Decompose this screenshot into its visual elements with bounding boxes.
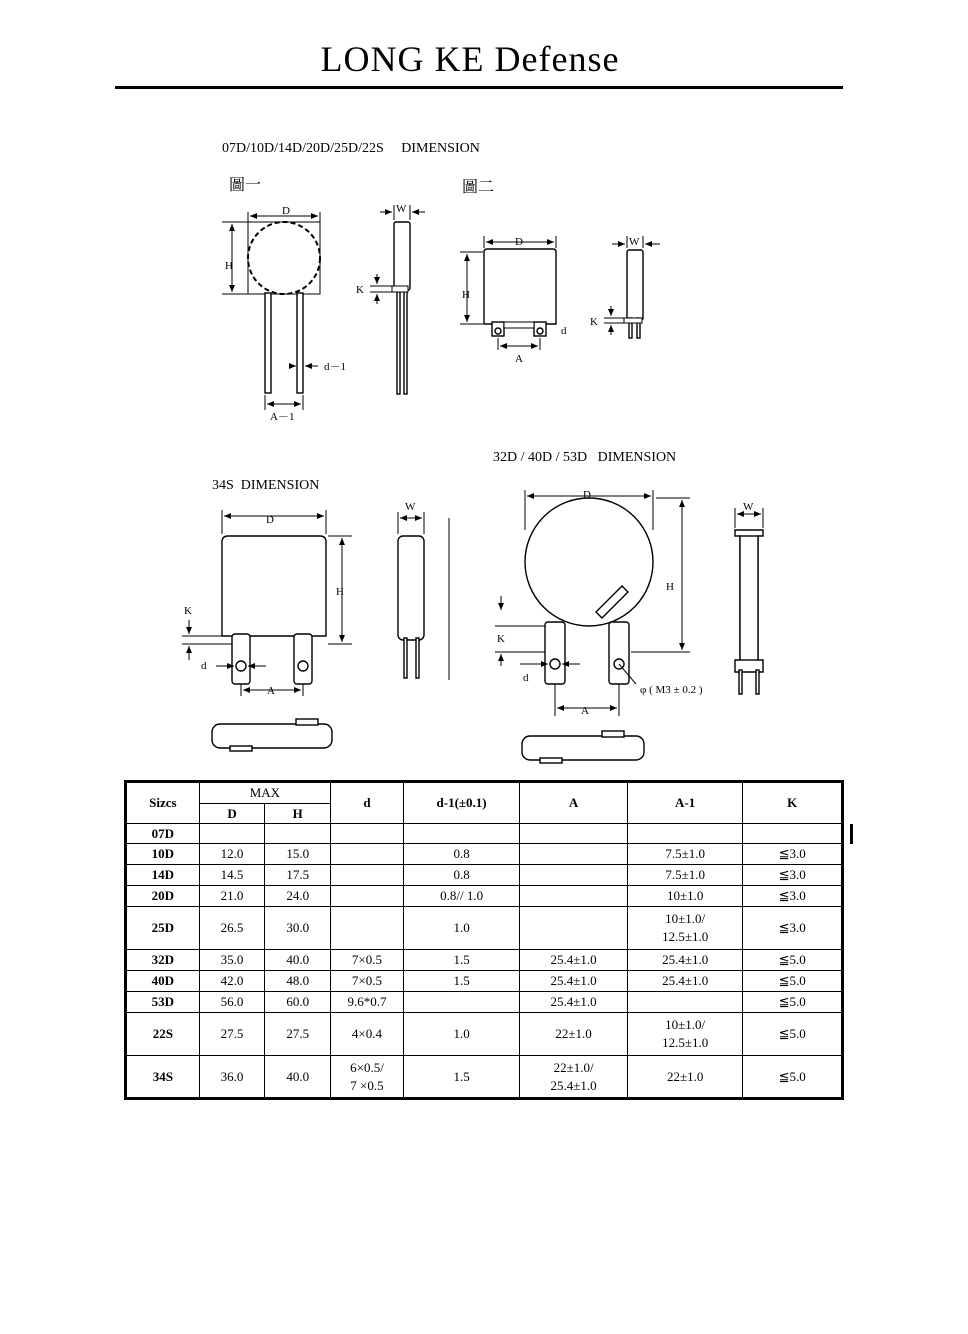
- cell-d1: 0.8: [403, 844, 519, 865]
- cell-k: ≦5.0: [743, 950, 843, 971]
- cell-a1: 7.5±1.0: [627, 865, 743, 886]
- header-D: D: [199, 804, 265, 824]
- label-d-fig2: d: [561, 325, 567, 337]
- 32d-side-view: [735, 508, 763, 694]
- cell-a: [520, 844, 628, 865]
- label-A-34s: A: [267, 685, 275, 697]
- cell-a: [520, 824, 628, 844]
- cell-a: 25.4±1.0: [520, 992, 628, 1013]
- cell-d: [199, 824, 265, 844]
- cell-a: 22±1.0/ 25.4±1.0: [520, 1056, 628, 1099]
- cell-h: 30.0: [265, 907, 331, 950]
- cell-h: 40.0: [265, 950, 331, 971]
- label-D-34s: D: [266, 514, 274, 526]
- header-A: A: [520, 782, 628, 824]
- cell-d1: [403, 824, 519, 844]
- cell-k: ≦5.0: [743, 1013, 843, 1056]
- table-row: [126, 992, 843, 1013]
- cell-a1: [627, 824, 743, 844]
- cell-a: [520, 907, 628, 950]
- section1-title: 07D/10D/14D/20D/25D/22S DIMENSION: [222, 141, 480, 156]
- cell-a1: 10±1.0/ 12.5±1.0: [627, 907, 743, 950]
- label-H-fig2: H: [462, 289, 470, 301]
- cell-d: 26.5: [199, 907, 265, 950]
- table-row: [126, 1056, 843, 1099]
- cell-size: 22S: [126, 1013, 200, 1056]
- label-K-34s: K: [184, 605, 192, 617]
- label-D-32d: D: [583, 489, 591, 501]
- cell-d1: 1.5: [403, 1056, 519, 1099]
- cell-a1: 10±1.0: [627, 886, 743, 907]
- label-d-32d: d: [523, 672, 529, 684]
- label-phi-32d: φ ( M3 ± 0.2 ): [640, 684, 703, 696]
- cell-size: 53D: [126, 992, 200, 1013]
- cell-k: ≦3.0: [743, 907, 843, 950]
- cell-d: 7×0.5: [331, 950, 404, 971]
- cell-d: 36.0: [199, 1056, 265, 1099]
- cell-a1: 7.5±1.0: [627, 844, 743, 865]
- label-W: W: [396, 203, 407, 215]
- cell-d: 21.0: [199, 886, 265, 907]
- cell-size: 40D: [126, 971, 200, 992]
- cell-a1: 25.4±1.0: [627, 950, 743, 971]
- cell-k: [743, 824, 843, 844]
- cell-d: 12.0: [199, 844, 265, 865]
- header-H: H: [265, 804, 331, 824]
- cell-d: [331, 886, 404, 907]
- label-A-fig2: A: [515, 353, 523, 365]
- label-K-fig2: K: [590, 316, 598, 328]
- label-d1: d－1: [324, 361, 346, 373]
- cell-h: 15.0: [265, 844, 331, 865]
- section2-title: 34S DIMENSION: [212, 478, 320, 493]
- label-D-fig2: D: [515, 236, 523, 248]
- cell-d1: 0.8: [403, 865, 519, 886]
- cell-d1: [403, 992, 519, 1013]
- cell-d: 42.0: [199, 971, 265, 992]
- table-row: [126, 971, 843, 992]
- cell-k: ≦3.0: [743, 886, 843, 907]
- 34s-front-view: [182, 510, 352, 696]
- 34s-side-view: [398, 512, 449, 680]
- cell-h: 24.0: [265, 886, 331, 907]
- cell-a: 25.4±1.0: [520, 971, 628, 992]
- label-W-fig2: W: [629, 236, 640, 248]
- cell-d: 35.0: [199, 950, 265, 971]
- header-d: d: [331, 782, 404, 824]
- cell-d: 56.0: [199, 992, 265, 1013]
- cell-k: ≦5.0: [743, 992, 843, 1013]
- cell-a: [520, 886, 628, 907]
- section3-title: 32D / 40D / 53D DIMENSION: [493, 450, 677, 465]
- fig2-side-view: [604, 236, 660, 338]
- cell-h: [265, 824, 331, 844]
- cell-d: 9.6*0.7: [331, 992, 404, 1013]
- cell-d1: 1.5: [403, 971, 519, 992]
- cell-a: 22±1.0: [520, 1013, 628, 1056]
- cell-d1: 1.0: [403, 907, 519, 950]
- cell-k: ≦3.0: [743, 865, 843, 886]
- cell-h: 40.0: [265, 1056, 331, 1099]
- header-sizes: Sizcs: [126, 782, 200, 824]
- label-W-32d: W: [743, 501, 754, 513]
- cell-d: 7×0.5: [331, 971, 404, 992]
- cell-d: [331, 865, 404, 886]
- fig2-label: 圖二: [462, 179, 495, 196]
- label-H: H: [225, 260, 233, 272]
- cell-d: [331, 824, 404, 844]
- label-A-32d: A: [581, 705, 589, 717]
- cell-k: ≦5.0: [743, 1056, 843, 1099]
- label-d-34s: d: [201, 660, 207, 672]
- label-W-34s: W: [405, 501, 416, 513]
- cell-d: 4×0.4: [331, 1013, 404, 1056]
- table-row: [126, 865, 843, 886]
- label-H-34s: H: [336, 586, 344, 598]
- header-K: K: [743, 782, 843, 824]
- cell-h: 60.0: [265, 992, 331, 1013]
- cell-a: 25.4±1.0: [520, 950, 628, 971]
- dimension-spec-table: [124, 780, 844, 1100]
- table-row: [126, 950, 843, 971]
- label-H-32d: H: [666, 581, 674, 593]
- cell-d: 27.5: [199, 1013, 265, 1056]
- cell-a1: 10±1.0/ 12.5±1.0: [627, 1013, 743, 1056]
- cell-size: 32D: [126, 950, 200, 971]
- cell-d1: 0.8// 1.0: [403, 886, 519, 907]
- fig1-side-view: [370, 205, 425, 394]
- cell-size: 25D: [126, 907, 200, 950]
- cell-size: 20D: [126, 886, 200, 907]
- cell-d: 14.5: [199, 865, 265, 886]
- label-D: D: [282, 205, 290, 217]
- page-title: LONG KE Defense: [320, 39, 620, 79]
- header-A1: A-1: [627, 782, 743, 824]
- cell-d: 6×0.5/ 7 ×0.5: [331, 1056, 404, 1099]
- cell-k: ≦5.0: [743, 971, 843, 992]
- cell-size: 34S: [126, 1056, 200, 1099]
- label-K-32d: K: [497, 633, 505, 645]
- margin-marker: [850, 824, 853, 844]
- cell-h: 27.5: [265, 1013, 331, 1056]
- table-row: [126, 1013, 843, 1056]
- cell-a1: 22±1.0: [627, 1056, 743, 1099]
- table-row: [126, 907, 843, 950]
- header-d1: d-1(±0.1): [403, 782, 519, 824]
- cell-k: ≦3.0: [743, 844, 843, 865]
- cell-a1: [627, 992, 743, 1013]
- header-max: MAX: [199, 782, 330, 804]
- cell-h: 48.0: [265, 971, 331, 992]
- 32d-bottom-view: [522, 731, 644, 763]
- cell-size: 10D: [126, 844, 200, 865]
- cell-d1: 1.0: [403, 1013, 519, 1056]
- table-row: [126, 824, 843, 844]
- cell-size: 07D: [126, 824, 200, 844]
- table-row: [126, 886, 843, 907]
- table-row: [126, 844, 843, 865]
- cell-size: 14D: [126, 865, 200, 886]
- cell-h: 17.5: [265, 865, 331, 886]
- cell-d: [331, 907, 404, 950]
- label-A1: A－1: [270, 411, 295, 423]
- cell-a: [520, 865, 628, 886]
- fig2-front-view: [460, 236, 556, 350]
- label-K: K: [356, 284, 364, 296]
- cell-d1: 1.5: [403, 950, 519, 971]
- fig1-front-view: [222, 212, 320, 410]
- fig1-label: 圖一: [229, 177, 262, 194]
- cell-d: [331, 844, 404, 865]
- cell-a1: 25.4±1.0: [627, 971, 743, 992]
- 34s-bottom-view: [212, 719, 332, 751]
